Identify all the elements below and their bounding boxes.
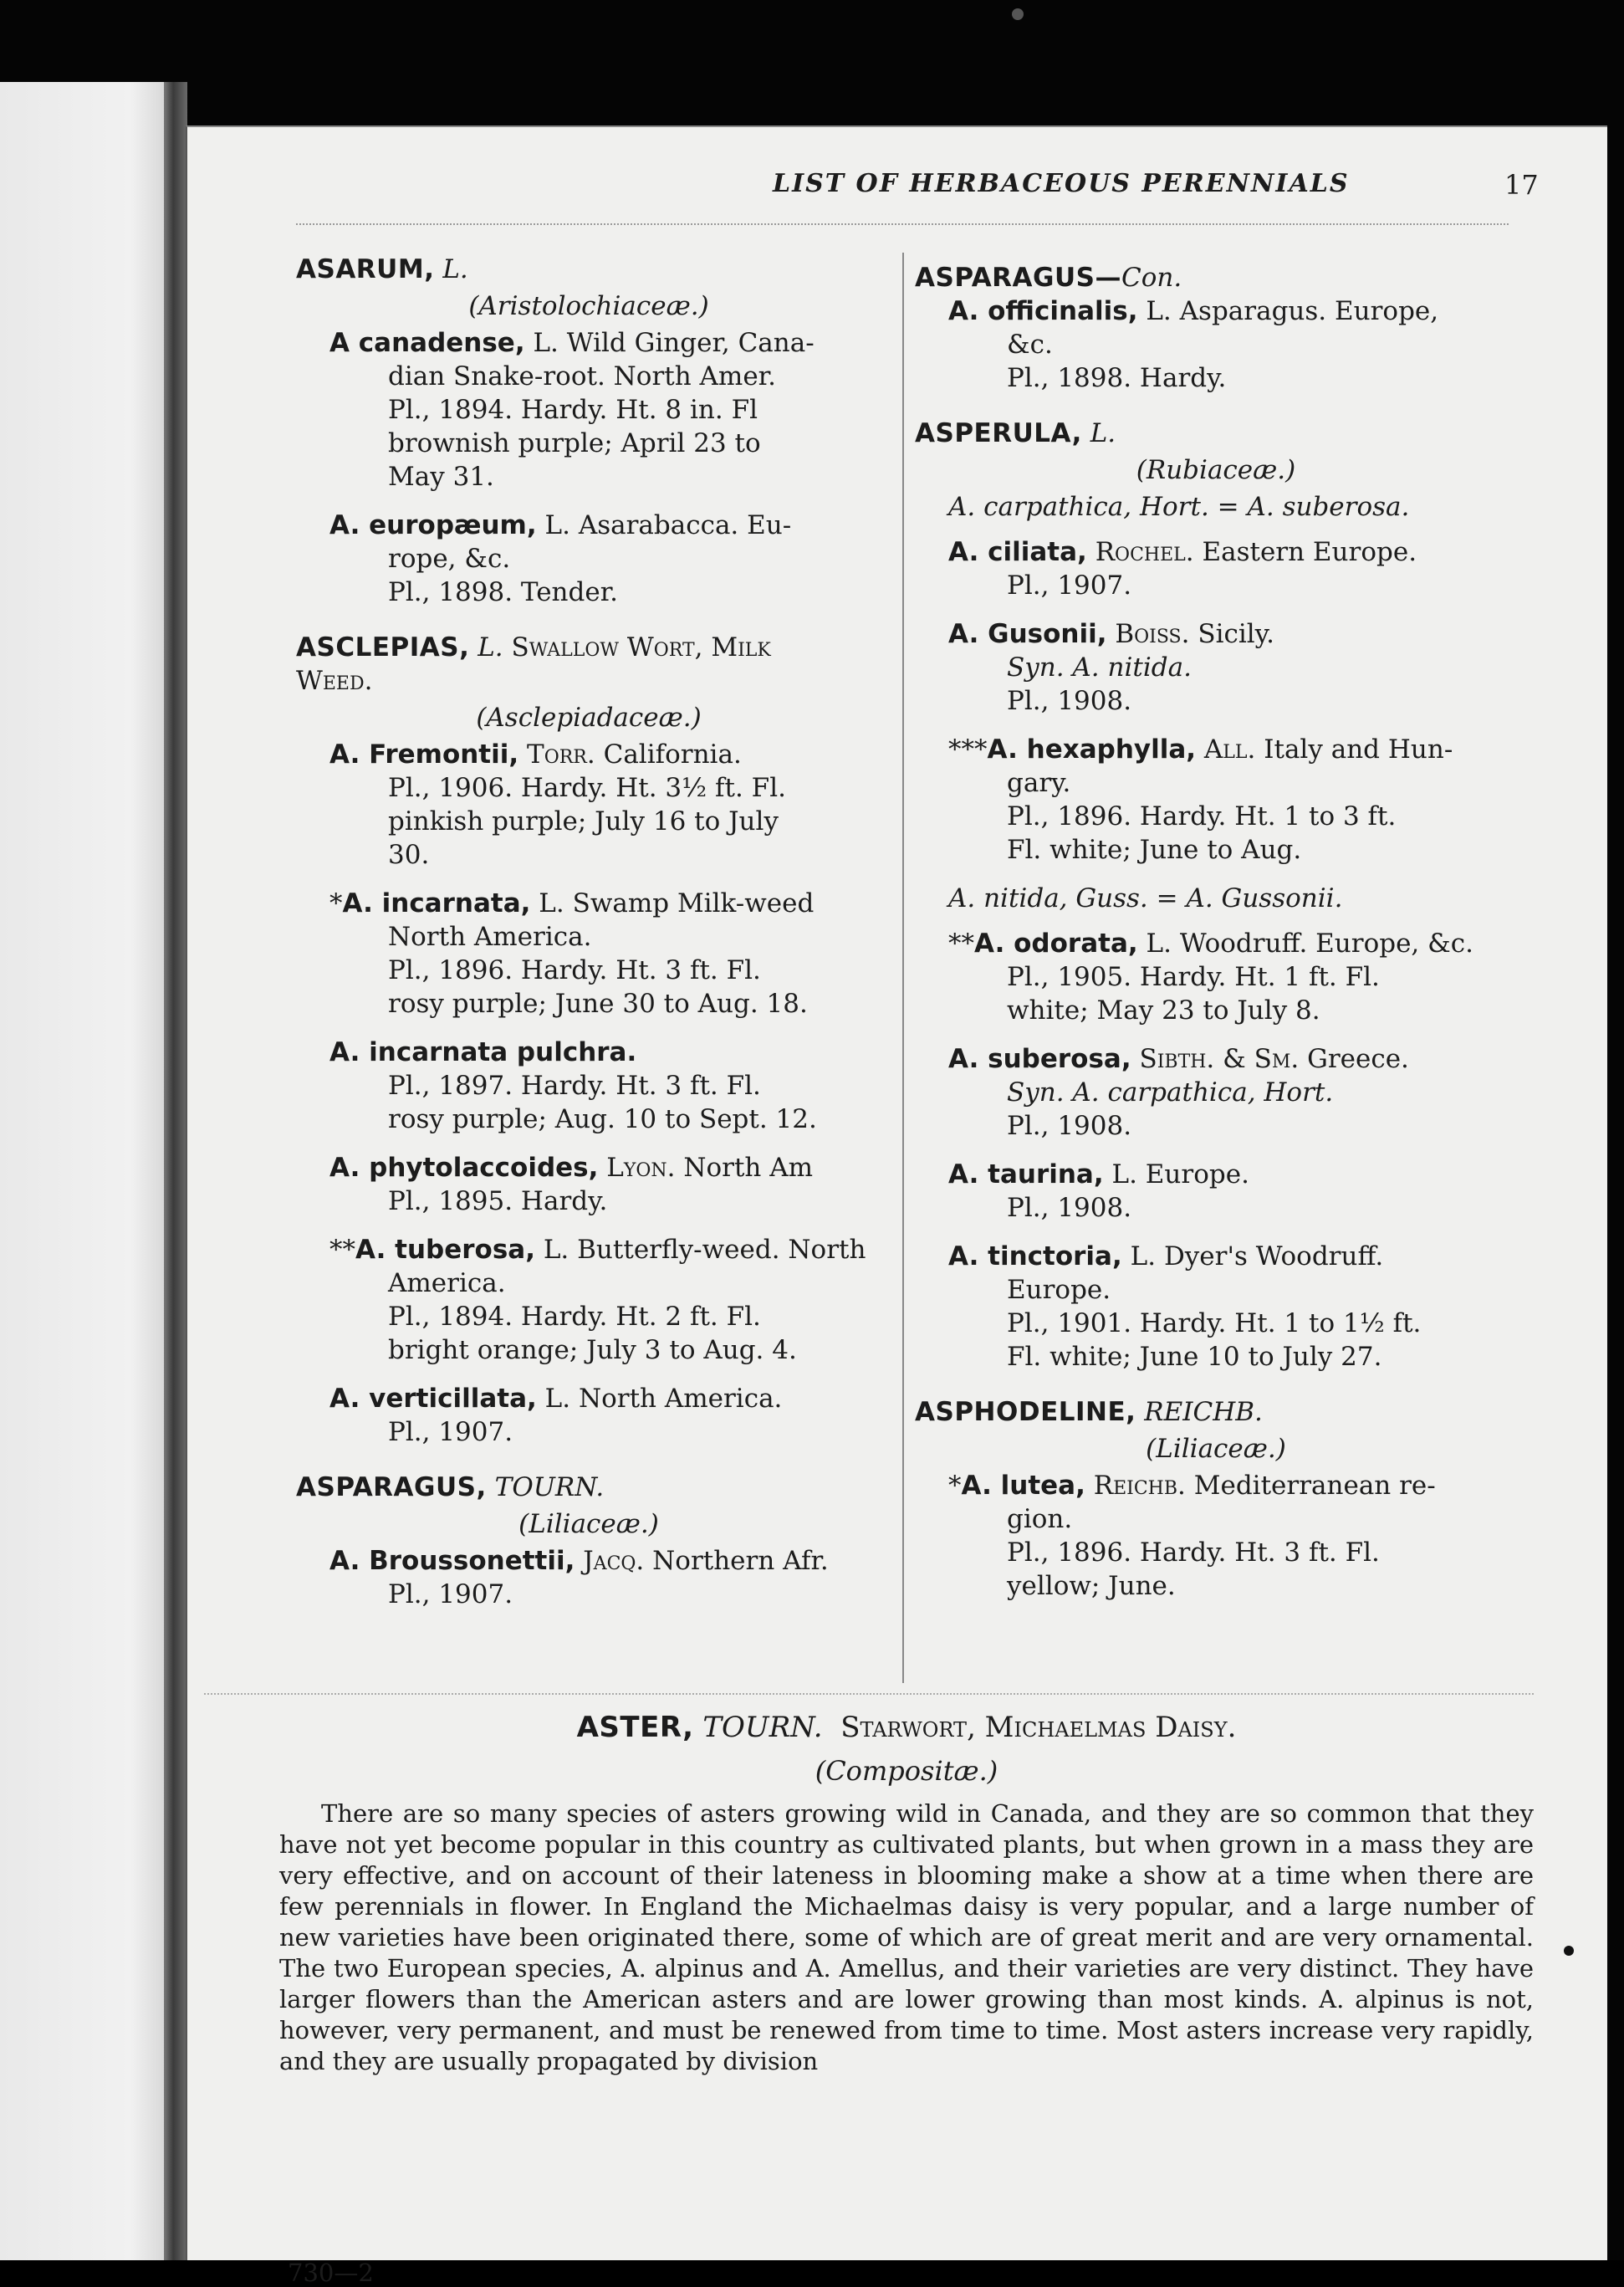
- species-name: A. ciliata,: [948, 537, 1087, 567]
- species-line: [915, 1240, 1517, 1273]
- species-detail: Pl., 1896. Hardy. Ht. 3 ft. Fl.: [388, 955, 761, 985]
- species-note: Butterfly-weed. North: [577, 1235, 866, 1265]
- genus-name: ASTER,: [576, 1711, 694, 1744]
- species-author: L.: [1111, 1159, 1137, 1190]
- species-author: L.: [1146, 929, 1172, 959]
- species-entry: [915, 1158, 1517, 1225]
- species-detail: Pl., 1894. Hardy. Ht. 2 ft. Fl.: [388, 1302, 761, 1332]
- species-note: North Am: [683, 1153, 814, 1183]
- species-line: [915, 1469, 1517, 1502]
- species-detail: &c.: [1007, 330, 1053, 360]
- genus-asparagus-continued: [915, 261, 1517, 395]
- species-name: A. suberosa,: [948, 1044, 1131, 1074]
- species-detail: Pl., 1896. Hardy. Ht. 3 ft. Fl.: [1007, 1537, 1380, 1568]
- species-author: Rochel.: [1095, 537, 1194, 567]
- species-note: Wild Ginger, Cana-: [566, 328, 815, 358]
- genus-name: ASPARAGUS—: [915, 263, 1121, 293]
- hardiness-stars: ***: [948, 734, 988, 765]
- species-detail: Pl., 1901. Hardy. Ht. 1 to 1½ ft.: [1007, 1308, 1422, 1338]
- species-name: A. tinctoria,: [948, 1241, 1122, 1271]
- species-detail: brownish purple; April 23 to: [388, 428, 761, 458]
- family-name: (Rubiaceæ.): [1136, 455, 1296, 485]
- species-name: A. incarnata,: [342, 888, 531, 918]
- species-author: L.: [1130, 1241, 1157, 1271]
- species-line: [915, 294, 1517, 328]
- species-line: [296, 1151, 881, 1184]
- species-entry: [915, 617, 1517, 718]
- section-rule: [204, 1693, 1534, 1695]
- species-line: [296, 887, 881, 920]
- species-detail: May 31.: [388, 462, 494, 492]
- species-detail: rosy purple; June 30 to Aug. 18.: [388, 989, 808, 1019]
- species-line: [915, 733, 1517, 766]
- species-author: L.: [544, 1384, 571, 1414]
- aster-section: [279, 1708, 1534, 2077]
- species-entry: [296, 326, 881, 494]
- family-name: (Compositæ.): [815, 1755, 998, 1787]
- species-note: Greece.: [1307, 1044, 1409, 1074]
- genus-asarum: [296, 253, 881, 609]
- species-entry: [915, 535, 1517, 602]
- species-line: [296, 1382, 881, 1415]
- species-name: A. tuberosa,: [355, 1235, 535, 1265]
- genus-author: L.: [442, 254, 468, 284]
- species-detail: Pl., 1895. Hardy.: [388, 1186, 608, 1216]
- hardiness-stars: **: [329, 1235, 355, 1265]
- species-name: A. odorata,: [974, 929, 1138, 959]
- running-header: LIST OF HERBACEOUS PERENNIALS: [773, 169, 1350, 198]
- common-name: Swallow Wort, Milk: [511, 632, 771, 663]
- species-detail: Pl., 1894. Hardy. Ht. 8 in. Fl: [388, 395, 758, 425]
- species-line: [915, 535, 1517, 569]
- synonym-line: A. carpathica, Hort. = A. suberosa.: [948, 492, 1410, 522]
- species-line: [296, 1544, 881, 1578]
- genus-name: ASCLEPIAS,: [296, 632, 470, 663]
- species-line: [296, 738, 881, 771]
- genus-asclepias: [296, 631, 881, 1449]
- species-detail: Pl., 1907.: [388, 1579, 513, 1609]
- species-line: [296, 1233, 881, 1266]
- genus-asperula: [915, 417, 1517, 1374]
- species-note: California.: [603, 739, 742, 770]
- family-name: (Liliaceæ.): [1146, 1434, 1286, 1464]
- species-author: L.: [544, 510, 570, 540]
- genus-author: TOURN.: [494, 1472, 605, 1502]
- species-name: A. incarnata pulchra.: [329, 1037, 637, 1067]
- species-author: Lyon.: [606, 1153, 676, 1183]
- species-detail: Pl., 1908.: [1007, 1193, 1132, 1223]
- species-detail: pinkish purple; July 16 to July: [388, 806, 779, 837]
- species-detail: Pl., 1907.: [1007, 570, 1132, 601]
- species-entry: [915, 1042, 1517, 1143]
- species-synonym: Syn. A. carpathica, Hort.: [1007, 1077, 1334, 1108]
- species-note: Mediterranean re-: [1193, 1471, 1436, 1501]
- species-line: [915, 1158, 1517, 1191]
- species-name: A. europæum,: [329, 510, 537, 540]
- genus-author: L.: [1090, 418, 1116, 448]
- species-line: [915, 617, 1517, 651]
- species-entry: [296, 1544, 881, 1611]
- species-name: A. phytolaccoides,: [329, 1153, 599, 1183]
- synonym-line: A. nitida, Guss. = A. Gussonii.: [948, 883, 1343, 913]
- species-entry: [296, 887, 881, 1021]
- species-detail: yellow; June.: [1007, 1571, 1176, 1601]
- species-detail: Fl. white; June to Aug.: [1007, 835, 1302, 865]
- book-page: [186, 125, 1607, 2287]
- family-name: (Aristolochiaceæ.): [468, 291, 709, 321]
- species-detail: bright orange; July 3 to Aug. 4.: [388, 1335, 797, 1365]
- species-detail: America.: [388, 1268, 506, 1298]
- species-entry: [915, 1240, 1517, 1374]
- species-line: [296, 326, 881, 360]
- species-detail: Europe.: [1007, 1275, 1111, 1305]
- species-line: [915, 1042, 1517, 1076]
- genus-asparagus: [296, 1471, 881, 1611]
- species-author: Boiss.: [1115, 619, 1190, 649]
- species-line: [296, 509, 881, 542]
- species-name: A. taurina,: [948, 1159, 1104, 1190]
- left-column: [296, 253, 881, 1633]
- species-entry: [296, 1036, 881, 1136]
- scan-speck: [1012, 8, 1024, 20]
- species-entry: [915, 1469, 1517, 1603]
- species-note: Swamp Milk-weed: [572, 888, 815, 918]
- species-author: L.: [533, 328, 559, 358]
- species-detail: Pl., 1907.: [388, 1417, 513, 1447]
- common-name: Starwort, Michaelmas Daisy.: [840, 1711, 1237, 1744]
- species-name: A. lutea,: [961, 1471, 1085, 1501]
- species-detail: gary.: [1007, 768, 1071, 798]
- species-entry: [915, 294, 1517, 395]
- species-entry: [915, 927, 1517, 1027]
- species-note: Europe.: [1145, 1159, 1249, 1190]
- species-entry: [296, 509, 881, 609]
- species-entry: [296, 1382, 881, 1449]
- species-note: North America.: [578, 1384, 783, 1414]
- aster-heading: [279, 1708, 1534, 1747]
- species-note: Italy and Hun-: [1264, 734, 1453, 765]
- species-name: A. Broussonettii,: [329, 1546, 575, 1576]
- species-name: A. hexaphylla,: [987, 734, 1197, 765]
- species-line: [296, 1036, 881, 1069]
- species-entry: [296, 738, 881, 872]
- species-note: Sicily.: [1198, 619, 1274, 649]
- genus-author: REICHB.: [1144, 1397, 1263, 1427]
- species-entry: [296, 1151, 881, 1218]
- species-detail: rope, &c.: [388, 544, 511, 574]
- species-detail: white; May 23 to July 8.: [1007, 995, 1320, 1026]
- species-name: A. Fremontii,: [329, 739, 519, 770]
- aster-description: There are so many species of asters growing wild in Canada, and they are so common that they have not yet become popular in this country as cultivated plants, but when grown in a mass they are very effective, and on account of their lateness in blooming make a show at a time when there are few perennials in flower. In England the Michaelmas daisy is very popular, and a large number of new varieties have been originated there, some of which are of great merit and are very ornamental. The two European species, A. alpinus and A. Amellus, and their varieties are very distinct. They have larger flowers than the American asters and are lower growing than most kinds. A. alpinus is not, however, very permanent, and must be renewed from time to time. Most asters increase very rapidly, and they are usually propagated by division: [279, 1799, 1534, 2075]
- common-name-cont: Weed.: [296, 666, 373, 696]
- species-note: Woodruff. Europe, &c.: [1179, 929, 1473, 959]
- species-detail: Pl., 1898. Hardy.: [1007, 363, 1227, 393]
- right-column: [915, 261, 1517, 1624]
- species-detail: Pl., 1898. Tender.: [388, 577, 618, 607]
- family-name: (Asclepiadaceæ.): [476, 703, 702, 733]
- column-divider: [902, 253, 904, 1683]
- species-name: A. Gusonii,: [948, 619, 1107, 649]
- genus-asphodeline: [915, 1395, 1517, 1603]
- species-author: Sibth. & Sm.: [1139, 1044, 1300, 1074]
- species-author: L.: [1146, 296, 1172, 326]
- species-detail: Pl., 1896. Hardy. Ht. 1 to 3 ft.: [1007, 801, 1397, 831]
- species-author: All.: [1203, 734, 1256, 765]
- header-rule: [296, 223, 1509, 225]
- species-author: Torr.: [527, 739, 595, 770]
- species-note: Asparagus. Europe,: [1179, 296, 1439, 326]
- species-detail: gion.: [1007, 1504, 1073, 1534]
- species-synonym: Syn. A. nitida.: [1007, 652, 1192, 683]
- hardiness-stars: *: [948, 1471, 962, 1501]
- species-detail: North America.: [388, 922, 592, 952]
- hardiness-stars: **: [948, 929, 974, 959]
- genus-name: ASPARAGUS,: [296, 1472, 487, 1502]
- genus-name: ASPERULA,: [915, 418, 1082, 448]
- species-detail: Pl., 1908.: [1007, 1111, 1132, 1141]
- species-detail: rosy purple; Aug. 10 to Sept. 12.: [388, 1104, 817, 1134]
- genus-name: ASARUM,: [296, 254, 435, 284]
- genus-author: L.: [477, 632, 503, 663]
- species-detail: Pl., 1906. Hardy. Ht. 3½ ft. Fl.: [388, 773, 786, 803]
- species-detail: 30.: [388, 840, 430, 870]
- species-name: A. verticillata,: [329, 1384, 537, 1414]
- species-detail: dian Snake-root. North Amer.: [388, 361, 776, 391]
- page-number: 17: [1504, 169, 1539, 201]
- species-note: Asarabacca. Eu-: [578, 510, 792, 540]
- species-detail: Pl., 1908.: [1007, 686, 1132, 716]
- binding-gutter: [164, 82, 187, 2260]
- species-note: Northern Afr.: [652, 1546, 829, 1576]
- species-detail: Fl. white; June 10 to July 27.: [1007, 1342, 1382, 1372]
- species-detail: Pl., 1897. Hardy. Ht. 3 ft. Fl.: [388, 1071, 761, 1101]
- continued-label: Con.: [1121, 263, 1182, 293]
- species-line: [915, 927, 1517, 960]
- species-author: Reichb.: [1093, 1471, 1186, 1501]
- hardiness-stars: *: [329, 888, 343, 918]
- species-detail: Pl., 1905. Hardy. Ht. 1 ft. Fl.: [1007, 962, 1380, 992]
- species-author: L.: [539, 888, 564, 918]
- species-entry: [296, 1233, 881, 1367]
- species-note: Eastern Europe.: [1202, 537, 1417, 567]
- facing-page-edge: [0, 82, 164, 2260]
- genus-name: ASPHODELINE,: [915, 1397, 1136, 1427]
- species-author: L.: [543, 1235, 569, 1265]
- species-entry: [915, 733, 1517, 867]
- species-name: A canadense,: [329, 328, 525, 358]
- printer-signature: 730—2: [288, 2259, 374, 2287]
- species-author: Jacq.: [583, 1546, 645, 1576]
- family-name: (Liliaceæ.): [518, 1509, 659, 1539]
- species-note: Dyer's Woodruff.: [1163, 1241, 1384, 1271]
- scan-speck: [1564, 1946, 1574, 1956]
- species-name: A. officinalis,: [948, 296, 1138, 326]
- genus-author: TOURN.: [702, 1711, 823, 1744]
